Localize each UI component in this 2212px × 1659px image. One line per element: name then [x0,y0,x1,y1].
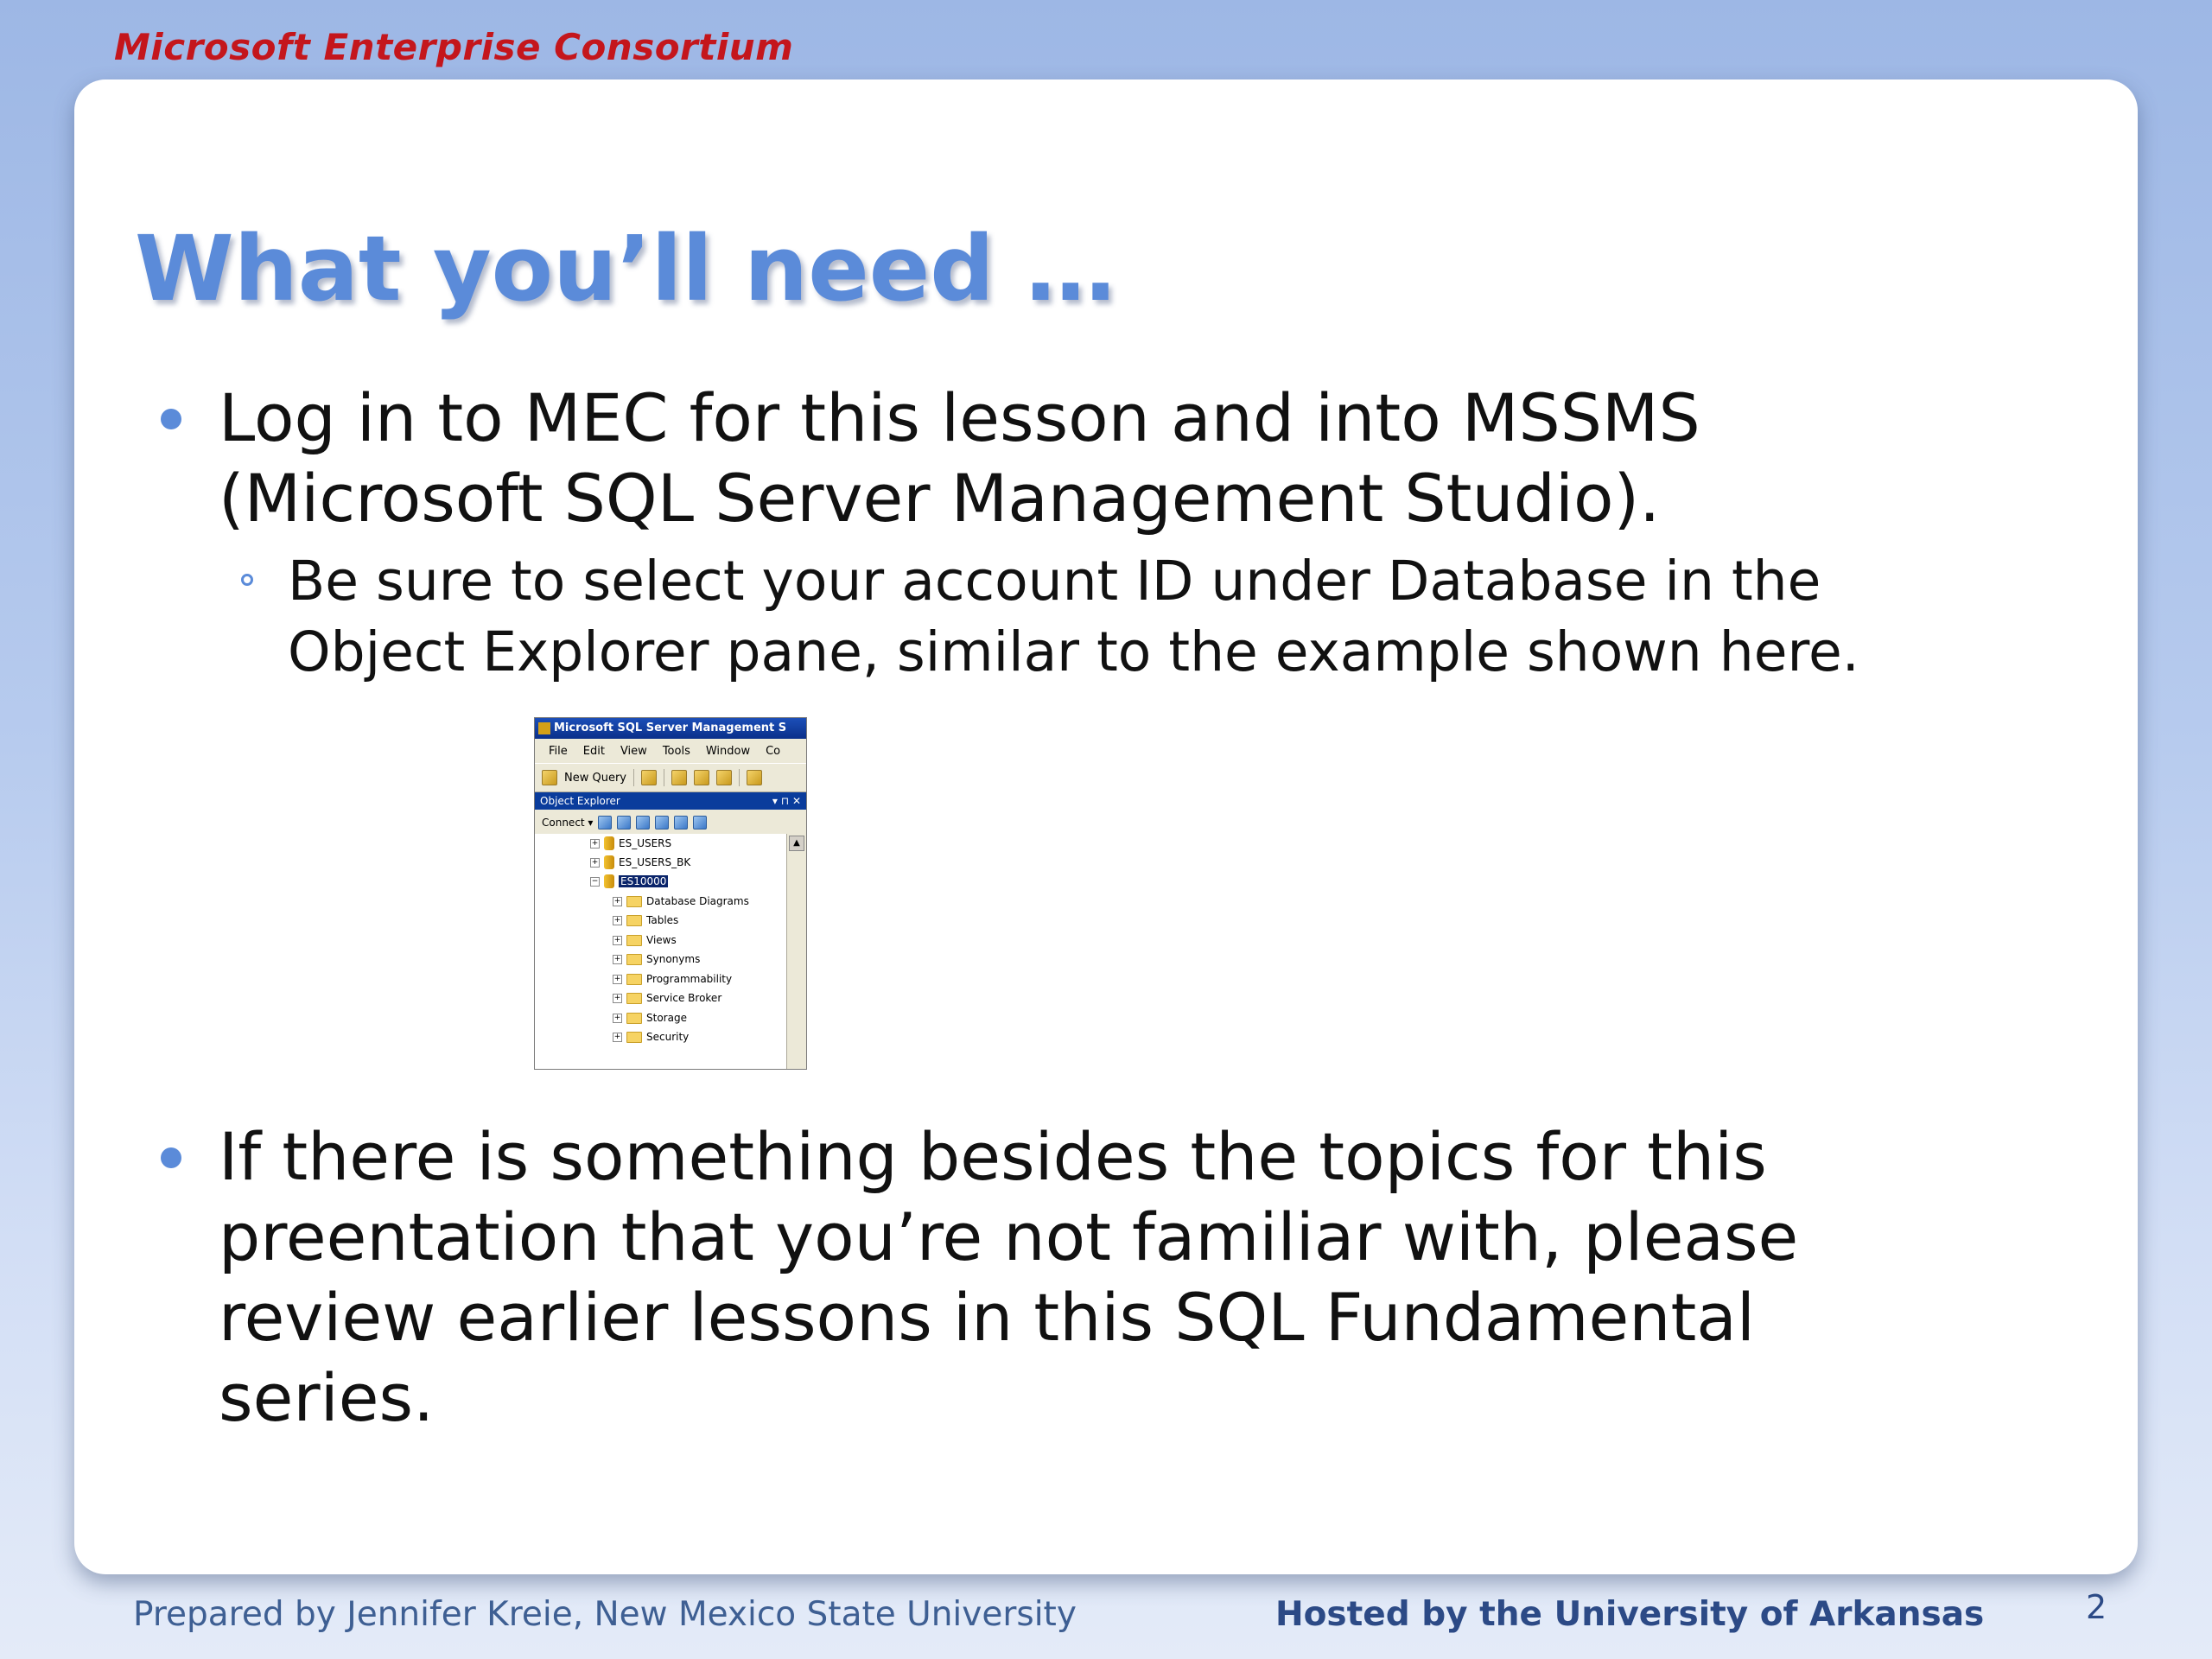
tree-folder-node [613,892,749,911]
mdx-query-icon [716,770,732,785]
expand-icon: + [613,896,621,906]
ssms-menu-community: Co [766,744,781,758]
folder-icon [626,974,642,985]
tree-folder-label: Security [646,1031,690,1043]
scroll-up-icon: ▲ [789,836,804,851]
bullet-review-line-4: series. [219,1359,435,1436]
tree-folder-label: Database Diagrams [646,895,749,907]
bullet-dot-icon [161,1147,181,1168]
brand-header: Microsoft Enterprise Consortium [114,26,794,68]
ssms-screenshot [534,717,807,1070]
tree-folder-node [613,969,732,988]
expand-icon: + [613,1013,621,1022]
analysis-query-icon [694,770,709,785]
ssms-new-query-label: New Query [564,771,626,785]
bullet-dot-icon [161,409,181,429]
expand-icon: + [591,857,599,867]
page-number: 2 [2086,1588,2107,1626]
folder-icon [626,954,642,965]
connect-dropdown: Connect ▾ [542,817,594,829]
bullet-review-line-2: preentation that you’re not familiar with, please [219,1198,1799,1275]
tree-db-node-selected [590,872,668,891]
tree-folder-label: Synonyms [646,953,701,965]
expand-icon: + [591,838,599,848]
connect-icon [598,816,612,830]
new-query-icon [542,770,557,785]
ssms-app-icon [538,722,550,734]
ssms-toolbar [535,763,806,792]
expand-icon: + [613,954,621,963]
open-icon [747,770,762,785]
bullet-review-line-1: If there is something besides the topics for this [219,1118,1767,1195]
expand-icon: + [613,915,621,925]
ssms-titlebar [535,718,806,739]
tree-folder-label: Service Broker [646,992,722,1004]
tree-folder-node [613,1008,687,1027]
tree-db-label: ES10000 [620,875,667,887]
toolbar-separator [633,769,634,786]
expand-icon: + [613,935,621,944]
object-explorer-tree [535,834,787,1069]
open-file-icon [641,770,657,785]
tree-db-node [590,853,690,872]
tree-folder-label: Tables [646,914,679,926]
disconnect-icon [617,816,631,830]
object-explorer-header [535,792,806,810]
tree-db-node [590,834,671,853]
bullet-review-line-3: review earlier lessons in this SQL Fundamental [219,1279,1755,1356]
object-explorer-toolbar [535,810,806,836]
database-icon [604,874,614,888]
bullet-review [219,1116,2076,1438]
tree-folder-node [613,1027,689,1046]
database-icon [604,836,614,850]
ssms-menubar [535,739,806,763]
db-query-icon [671,770,687,785]
object-explorer-title: Object Explorer [540,795,620,807]
ssms-menu-edit: Edit [582,744,605,758]
footer-prepared-by: Prepared by Jennifer Kreie, New Mexico State University [133,1595,1077,1634]
refresh-icon [674,816,688,830]
tree-folder-label: Programmability [646,973,733,985]
tree-db-label: ES_USERS_BK [619,856,691,868]
ssms-menu-view: View [620,744,647,758]
sub-bullet-line-1: Be sure to select your account ID under Database in the [288,550,1821,613]
database-icon [604,855,614,869]
tree-folder-node [613,950,700,969]
ssms-menu-tools: Tools [662,744,690,758]
tree-folder-label: Views [646,934,677,946]
folder-icon [626,1032,642,1043]
toolbar-separator [739,769,740,786]
expand-icon: + [613,974,621,983]
ssms-menu-window: Window [705,744,751,758]
stop-icon [636,816,650,830]
folder-icon [626,1013,642,1024]
folder-icon [626,896,642,907]
pane-controls-icon: ▾ ⊓ ✕ [772,795,801,807]
expand-icon: + [613,1032,621,1041]
bullet-login-line-1: Log in to MEC for this lesson and into MSSMS [219,379,1700,456]
folder-icon [626,915,642,926]
tree-folder-node [613,988,721,1007]
tree-folder-node [613,911,678,930]
sub-bullet-line-2: Object Explorer pane, similar to the example shown here. [288,620,1859,683]
bullet-login-line-2: (Microsoft SQL Server Management Studio). [219,460,1661,537]
footer-hosted-by: Hosted by the University of Arkansas [1275,1595,1985,1634]
folder-icon [626,993,642,1004]
sub-bullet-ring-icon [241,574,253,586]
slide-title: What you’ll need … [135,216,1116,321]
tree-folder-node [613,931,677,950]
tree-db-label: ES_USERS [619,837,672,849]
collapse-icon: − [591,876,599,886]
folder-icon [626,935,642,946]
expand-icon: + [613,993,621,1002]
ssms-menu-file: File [549,744,568,758]
tree-folder-label: Storage [646,1012,687,1024]
sub-bullet-select-account [288,546,2016,688]
tree-scrollbar [786,834,806,1069]
sync-icon [693,816,707,830]
ssms-window-title: Microsoft SQL Server Management S [554,721,787,734]
bullet-login [219,378,2076,538]
filter-icon [655,816,669,830]
